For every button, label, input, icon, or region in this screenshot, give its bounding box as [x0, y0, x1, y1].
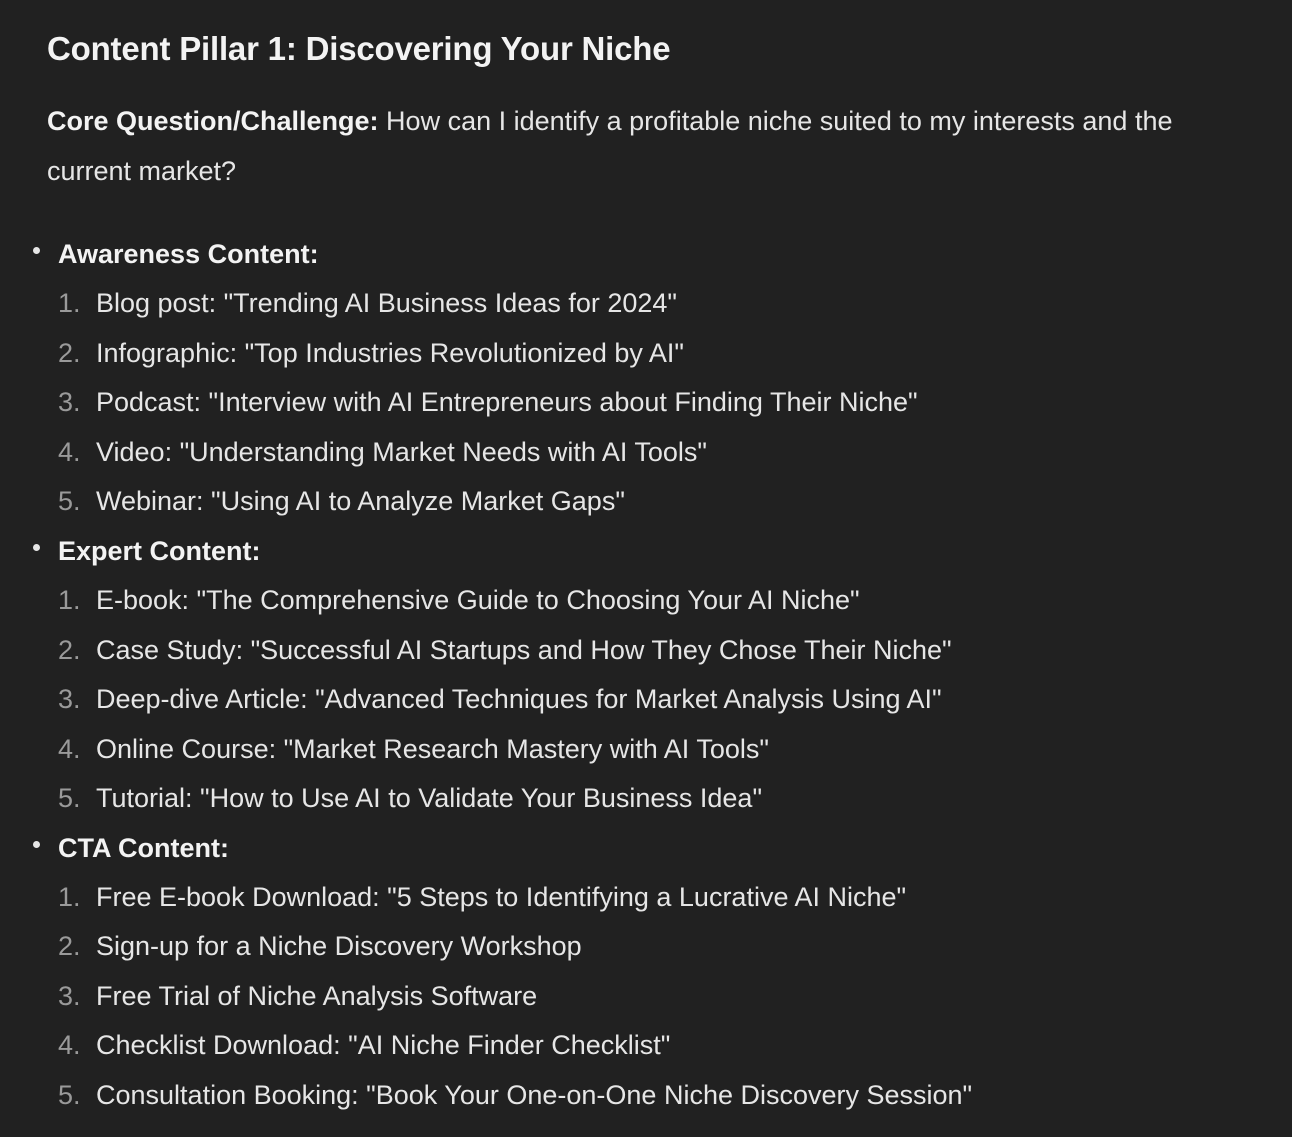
- item-number: 1.: [58, 287, 81, 318]
- item-text: Sign-up for a Niche Discovery Workshop: [96, 930, 582, 961]
- item-text: Online Course: "Market Research Mastery with AI Tools": [96, 733, 769, 764]
- list-item: [0, 778, 1292, 818]
- section-expert: [33, 531, 261, 571]
- item-text: Case Study: "Successful AI Startups and How They Chose Their Niche": [96, 634, 952, 665]
- item-text: Tutorial: "How to Use AI to Validate Your Business Idea": [96, 782, 763, 813]
- bullet-icon: [33, 247, 40, 254]
- item-text: Webinar: "Using AI to Analyze Market Gaps": [96, 485, 625, 516]
- section-awareness: [33, 234, 319, 274]
- core-question: [47, 96, 1237, 196]
- item-number: 1.: [58, 881, 81, 912]
- list-item: [0, 630, 1292, 670]
- list-item: [0, 679, 1292, 719]
- item-text: E-book: "The Comprehensive Guide to Choosing Your AI Niche": [96, 584, 860, 615]
- section-label: CTA Content:: [58, 832, 229, 863]
- item-number: 5.: [58, 782, 81, 813]
- item-text: Blog post: "Trending AI Business Ideas for 2024": [96, 287, 678, 318]
- item-text: Deep-dive Article: "Advanced Techniques for Market Analysis Using AI": [96, 683, 942, 714]
- item-number: 4.: [58, 436, 81, 467]
- list-item: [0, 382, 1292, 422]
- list-item: [0, 1025, 1292, 1065]
- bullet-icon: [33, 544, 40, 551]
- item-text: Consultation Booking: "Book Your One-on-One Niche Discovery Session": [96, 1079, 973, 1110]
- item-number: 2.: [58, 634, 81, 665]
- item-text: Free E-book Download: "5 Steps to Identifying a Lucrative AI Niche": [96, 881, 907, 912]
- item-number: 4.: [58, 733, 81, 764]
- list-item: [0, 283, 1292, 323]
- pillar-title: Content Pillar 1: Discovering Your Niche: [47, 30, 671, 67]
- list-item: [0, 333, 1292, 373]
- item-text: Checklist Download: "AI Niche Finder Checklist": [96, 1029, 671, 1060]
- core-question-label: Core Question/Challenge:: [47, 106, 379, 136]
- list-item: [0, 481, 1292, 521]
- item-text: Free Trial of Niche Analysis Software: [96, 980, 538, 1011]
- list-item: [0, 926, 1292, 966]
- item-number: 3.: [58, 683, 81, 714]
- list-item: [0, 580, 1292, 620]
- core-question-text: How can I identify a profitable niche suited to my interests and the current market?: [47, 106, 1173, 186]
- item-text: Infographic: "Top Industries Revolutionized by AI": [96, 337, 685, 368]
- item-number: 3.: [58, 386, 81, 417]
- item-number: 2.: [58, 930, 81, 961]
- list-item: [0, 877, 1292, 917]
- item-text: Podcast: "Interview with AI Entrepreneurs about Finding Their Niche": [96, 386, 918, 417]
- list-item: [0, 432, 1292, 472]
- item-number: 5.: [58, 1079, 81, 1110]
- item-number: 5.: [58, 485, 81, 516]
- section-label: Awareness Content:: [58, 238, 319, 269]
- list-item: [0, 1075, 1292, 1115]
- item-text: Video: "Understanding Market Needs with AI Tools": [96, 436, 708, 467]
- bullet-icon: [33, 841, 40, 848]
- item-number: 2.: [58, 337, 81, 368]
- item-number: 1.: [58, 584, 81, 615]
- list-item: [0, 976, 1292, 1016]
- section-label: Expert Content:: [58, 535, 261, 566]
- list-item: [0, 729, 1292, 769]
- section-cta: [33, 828, 229, 868]
- item-number: 3.: [58, 980, 81, 1011]
- item-number: 4.: [58, 1029, 81, 1060]
